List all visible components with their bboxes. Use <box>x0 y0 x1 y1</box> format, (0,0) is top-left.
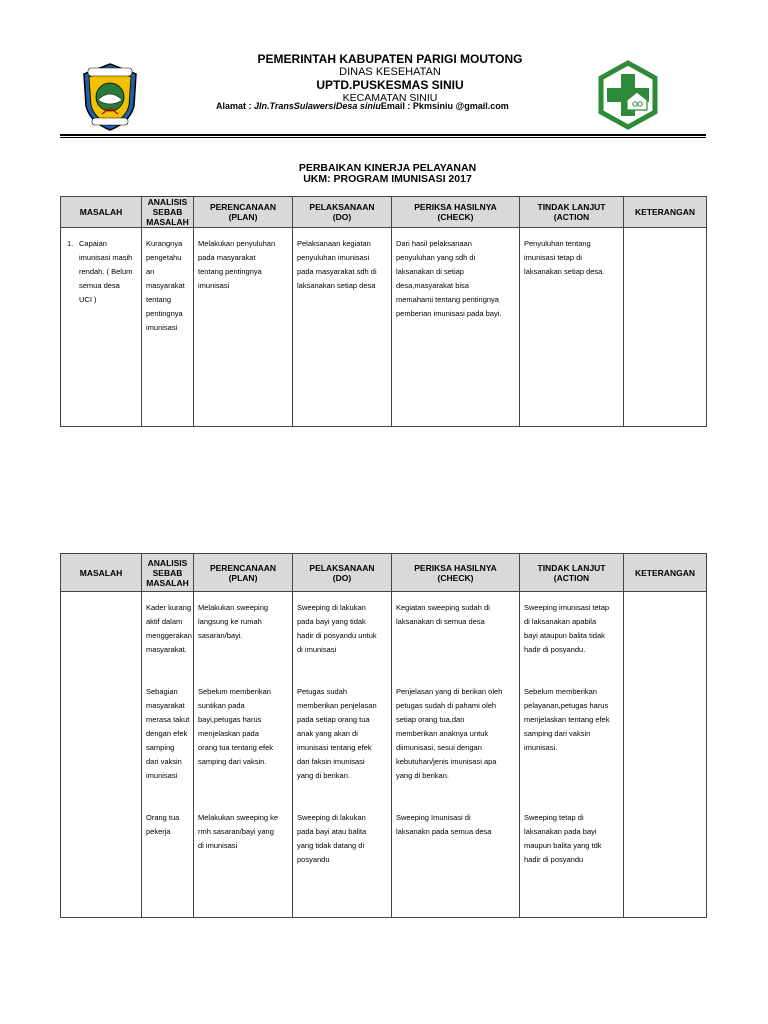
cell-text-line: Orang tua <box>146 813 180 822</box>
cell-text-line: penyuluhan imunisasi <box>297 253 370 262</box>
cell-text-line: laksanakan pada bayi <box>524 827 597 836</box>
col-header-periksa: PERIKSA HASILNYA (CHECK) <box>392 197 520 228</box>
cell-text-line: UCI ) <box>79 295 97 304</box>
cell-keterangan <box>624 228 707 427</box>
letterhead-rule-thin <box>60 137 706 138</box>
cell-text-line: pelayanan,petugas harus <box>524 701 609 710</box>
col-header-pelaksanaan: PELAKSANAAN (DO) <box>293 554 392 592</box>
cell-text-line: diimunisasi, sesui dengan <box>396 743 482 752</box>
cell-text-line: anak yang akan di <box>297 729 358 738</box>
regency-emblem-logo <box>80 62 140 132</box>
table-header-row <box>61 197 707 228</box>
cell-text-line: imunisasi. <box>524 743 558 752</box>
cell-text-line: yang di berikan. <box>297 771 350 780</box>
cell-text-line: laksanakan di setiap <box>396 267 464 276</box>
cell-text-line: sasaran/bayi. <box>198 631 243 640</box>
cell-text-line: hadir di posyandu. <box>524 645 586 654</box>
cell-text-block <box>396 601 517 629</box>
cell-text-line: Sebagian <box>146 687 178 696</box>
cell-text-line: laksanakan di semua desa <box>396 617 485 626</box>
cell-masalah <box>61 228 142 427</box>
address-label: Alamat : <box>216 101 252 111</box>
cell-text-line: pada bayi atau balita <box>297 827 367 836</box>
cell-text-line: langsung ke rumah <box>198 617 262 626</box>
cell-masalah <box>61 592 142 918</box>
cell-text-line: memberikan anaknya untuk <box>396 729 489 738</box>
col-header-periksa: PERIKSA HASILNYA (CHECK) <box>392 554 520 592</box>
col-header-masalah: MASALAH <box>61 197 142 228</box>
letterhead-rule-thick <box>60 134 706 136</box>
puskesmas-logo <box>597 60 659 130</box>
cell-text-line: rendah. ( Belum <box>79 267 133 276</box>
cell-text-line: laksanakan setiap desa <box>297 281 376 290</box>
cell-text-line: Sweeping imunisasi tetap <box>524 603 610 612</box>
cell-text-line: pada setiap orang tua <box>297 715 370 724</box>
cell-analisis <box>142 592 194 918</box>
cell-text-line: pada masyarakat sdh di <box>297 267 377 276</box>
cell-text-line: Sweeping di lakukan <box>297 813 366 822</box>
cell-text-line: hadir di posyandu untuk <box>297 631 377 640</box>
cell-text-line: samping dari vaksin <box>524 729 591 738</box>
cell-text-line: imunisasi <box>146 323 178 332</box>
cell-text-line: penyuluhan yang sdh di <box>396 253 476 262</box>
cell-text-block <box>297 685 389 783</box>
cell-text-line: Sebelum memberikan <box>524 687 597 696</box>
cell-text-line: di imunisasi <box>297 645 337 654</box>
masalah-number: 1. <box>67 239 74 248</box>
cell-text-line: Melakukan penyuluhan <box>198 239 276 248</box>
cell-text-block <box>524 601 621 657</box>
cell-text-line: memahami tentang pentingnya <box>396 295 499 304</box>
cell-text-line: masyarakat. <box>146 645 187 654</box>
cell-text-block <box>198 685 290 769</box>
cell-tindak-lanjut <box>520 228 624 427</box>
address-value: Jln.TransSulawersiDesa siniu <box>254 101 381 111</box>
cell-text-line: di laksanakan apabila <box>524 617 597 626</box>
cell-text-block <box>198 811 290 853</box>
cell-text-line: Pelaksanaan kegiatan <box>297 239 371 248</box>
cell-text-block <box>297 811 389 867</box>
cell-perencanaan <box>194 592 293 918</box>
cell-text-line: rmh sasaran/bayi yang <box>198 827 274 836</box>
col-header-keterangan: KETERANGAN <box>624 197 707 228</box>
cell-text-line: laksanakan setiap desa. <box>524 267 605 276</box>
cell-text-line: imunisasi tetap di <box>524 253 582 262</box>
cell-text-line: dari vaksin <box>146 757 182 766</box>
cell-text-line: posyandu <box>297 855 330 864</box>
cell-text-line: menjelaskan pada <box>198 729 259 738</box>
cell-text-block <box>198 601 290 643</box>
col-header-perencanaan: PERENCANAAN (PLAN) <box>194 554 293 592</box>
letterhead-line-4: KECAMATAN SINIU <box>342 92 438 104</box>
cell-text-line: orang tua tentang efek <box>198 743 274 752</box>
cell-text-line: menggerakan <box>146 631 192 640</box>
cell-text-line: Capaian <box>79 239 107 248</box>
cell-text-line: dari faksin imunisasi <box>297 757 365 766</box>
cell-text-block <box>297 601 389 657</box>
cell-text-line: aktif dalam <box>146 617 183 626</box>
cell-text-line: Sebelum memberikan <box>198 687 271 696</box>
cell-text-line: semua desa <box>79 281 120 290</box>
col-header-perencanaan: PERENCANAAN (PLAN) <box>194 197 293 228</box>
cell-text-line: imunisasi <box>146 771 178 780</box>
cell-text-line: Kader kurang <box>146 603 192 612</box>
table-row <box>61 592 707 918</box>
cell-text-line: pengetahu <box>146 253 182 262</box>
letterhead-line-1: PEMERINTAH KABUPATEN PARIGI MOUTONG <box>257 52 523 66</box>
cell-text-line: tentang <box>146 295 172 304</box>
cell-text-line: tentang pentingnya <box>198 267 262 276</box>
cell-text-line: memberikan penjelasan <box>297 701 377 710</box>
cell-text-line: pentingnya <box>146 309 183 318</box>
cell-text-line: hadir di posyandu <box>524 855 584 864</box>
cell-text-line: suntikan pada <box>198 701 245 710</box>
cell-text-line: setiap orang tua,dan <box>396 715 465 724</box>
cell-text-line: pekerja <box>146 827 171 836</box>
cell-text-block <box>524 811 621 867</box>
cell-text-line: bayi ataupun balita tidak <box>524 631 605 640</box>
cell-text-line: Dari hasil pelaksanaan <box>396 239 472 248</box>
cell-text-line: imunisasi tentang efek <box>297 743 372 752</box>
cell-text-line: maupun balita yang tdk <box>524 841 602 850</box>
cell-text-line: Petugas sudah <box>297 687 348 696</box>
cell-text-line: bayi,petugas harus <box>198 715 262 724</box>
cell-text-line: Sweeping di lakukan <box>297 603 366 612</box>
cell-text-line: petugas sudah di pahami oleh <box>396 701 497 710</box>
cell-text-line: imunisasi masih <box>79 253 133 262</box>
cell-text-line: Melakukan sweeping ke <box>198 813 279 822</box>
cell-text-line: masyarakat <box>146 701 185 710</box>
cell-text-line: Sweeping Imunisasi di <box>396 813 471 822</box>
table-row <box>61 228 707 427</box>
col-header-analisis: ANALISIS SEBAB MASALAH <box>142 197 194 228</box>
col-header-tindak-lanjut: TINDAK LANJUT (ACTION <box>520 554 624 592</box>
cell-text-line: laksanakn pada semua desa <box>396 827 492 836</box>
cell-text-block <box>146 601 191 657</box>
cell-text-line: Sweeping tetap di <box>524 813 584 822</box>
cell-text-block <box>396 685 517 783</box>
improvement-table-2 <box>60 553 707 918</box>
cell-text-line: masyarakat <box>146 281 185 290</box>
cell-text-line: Penjelasan yang di berikan oleh <box>396 687 503 696</box>
cell-analisis <box>142 228 194 427</box>
cell-text-line: imunisasi <box>198 281 230 290</box>
cell-text-line: menjelaskan tentang efek <box>524 715 610 724</box>
cell-text-line: kebutuhan/jenis imunisasi apa <box>396 757 497 766</box>
cell-text-block <box>524 685 621 755</box>
cell-text-line: desa,masyarakat bisa <box>396 281 469 290</box>
cell-text-line: Penyuluhan tentang <box>524 239 591 248</box>
letterhead-line-3: UPTD.PUSKESMAS SINIU <box>316 78 464 92</box>
table-header-row <box>61 554 707 592</box>
cell-text-line: Kurangnya <box>146 239 183 248</box>
cell-text-line: Melakukan sweeping <box>198 603 269 612</box>
cell-pelaksanaan <box>293 228 392 427</box>
document-title: PERBAIKAN KINERJA PELAYANAN <box>298 162 477 174</box>
improvement-table-1 <box>60 196 707 427</box>
cell-text-line: pada masyarakat <box>198 253 256 262</box>
letterhead-line-2: DINAS KESEHATAN <box>339 66 441 78</box>
cell-text-line: merasa takut <box>146 715 190 724</box>
cell-text-line: samping <box>146 743 175 752</box>
cell-text-block <box>146 685 191 783</box>
cell-periksa <box>392 228 520 427</box>
cell-tindak-lanjut <box>520 592 624 918</box>
email-text: Email : Pkmsiniu @gmail.com <box>380 101 509 111</box>
cell-text-line: an <box>146 267 155 276</box>
cell-perencanaan <box>194 228 293 427</box>
col-header-pelaksanaan: PELAKSANAAN (DO) <box>293 197 392 228</box>
letterhead-address <box>216 101 509 111</box>
col-header-masalah: MASALAH <box>61 554 142 592</box>
cell-text-block <box>146 811 191 839</box>
cell-text-line: yang di berikan. <box>396 771 449 780</box>
cell-text-line: samping dari vaksin. <box>198 757 267 766</box>
col-header-keterangan: KETERANGAN <box>624 554 707 592</box>
cell-text-line: pemberian imunisasi pada bayi. <box>396 309 502 318</box>
cell-text-line: di imunisasi <box>198 841 238 850</box>
cell-text-line: dengan efek <box>146 729 188 738</box>
cell-periksa <box>392 592 520 918</box>
cell-text-line: Kegiatan sweeping sudah di <box>396 603 490 612</box>
col-header-analisis: ANALISIS SEBAB MASALAH <box>142 554 194 592</box>
document-subtitle: UKM: PROGRAM IMUNISASI 2017 <box>303 173 472 185</box>
cell-text-line: yang tidak datang di <box>297 841 365 850</box>
cell-text-line: pada bayi yang tidak <box>297 617 366 626</box>
col-header-tindak-lanjut: TINDAK LANJUT (ACTION <box>520 197 624 228</box>
cell-keterangan <box>624 592 707 918</box>
cell-text-block <box>396 811 517 839</box>
cell-pelaksanaan <box>293 592 392 918</box>
